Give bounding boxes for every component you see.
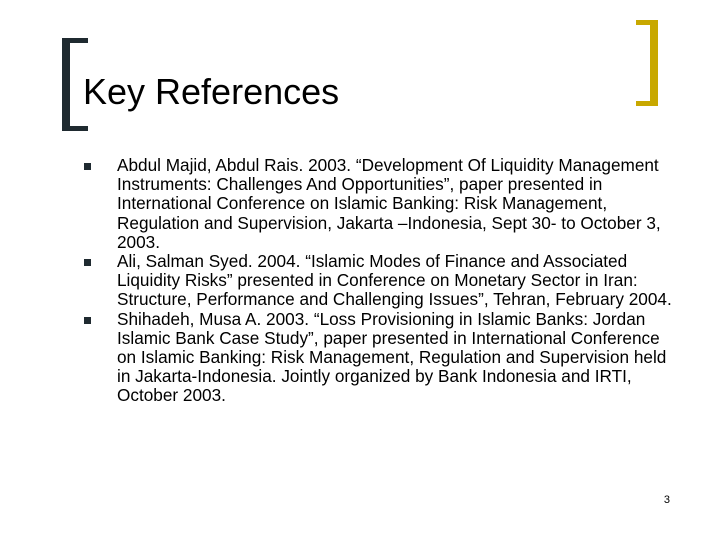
left-bracket-bottom: [62, 126, 88, 131]
reference-text: Ali, Salman Syed. 2004. “Islamic Modes of Finance and Associated Liquidity Risks” presented in Conference on Monetary Sector in Iran: Structure, Performance and Challenging Issues”, Tehran, February 2004.: [117, 251, 672, 310]
reference-item: [84, 252, 674, 310]
page-number: 3: [663, 494, 670, 506]
reference-text: Abdul Majid, Abdul Rais. 2003. “Development Of Liquidity Management Instruments: Challenges And Opportunities”, paper presented in International Conference on Islamic Banking: Risk Management, Regulation and Supervision, Jakarta –Indonesia, Sept 30- to October 3, 2003.: [117, 155, 661, 252]
left-bracket-top: [62, 38, 88, 43]
reference-item: [84, 310, 674, 406]
slide-title: Key References: [83, 71, 340, 112]
square-bullet-icon: [84, 317, 91, 324]
reference-item: [84, 156, 674, 252]
reference-text: Shihadeh, Musa A. 2003. “Loss Provisioning in Islamic Banks: Jordan Islamic Bank Case Study”, paper presented in International Conference on Islamic Banking: Risk Management, Regulation and Supervision held in Jakarta-Indonesia. Jointly organized by Bank Indonesia and IRTI, October 2003.: [117, 308, 667, 406]
square-bullet-icon: [84, 259, 91, 266]
right-bracket-bottom: [636, 101, 658, 106]
references-list: [84, 156, 674, 406]
right-bracket-top: [636, 20, 658, 25]
right-bracket-bar: [650, 20, 658, 106]
left-bracket-bar: [62, 38, 70, 130]
square-bullet-icon: [84, 163, 91, 170]
